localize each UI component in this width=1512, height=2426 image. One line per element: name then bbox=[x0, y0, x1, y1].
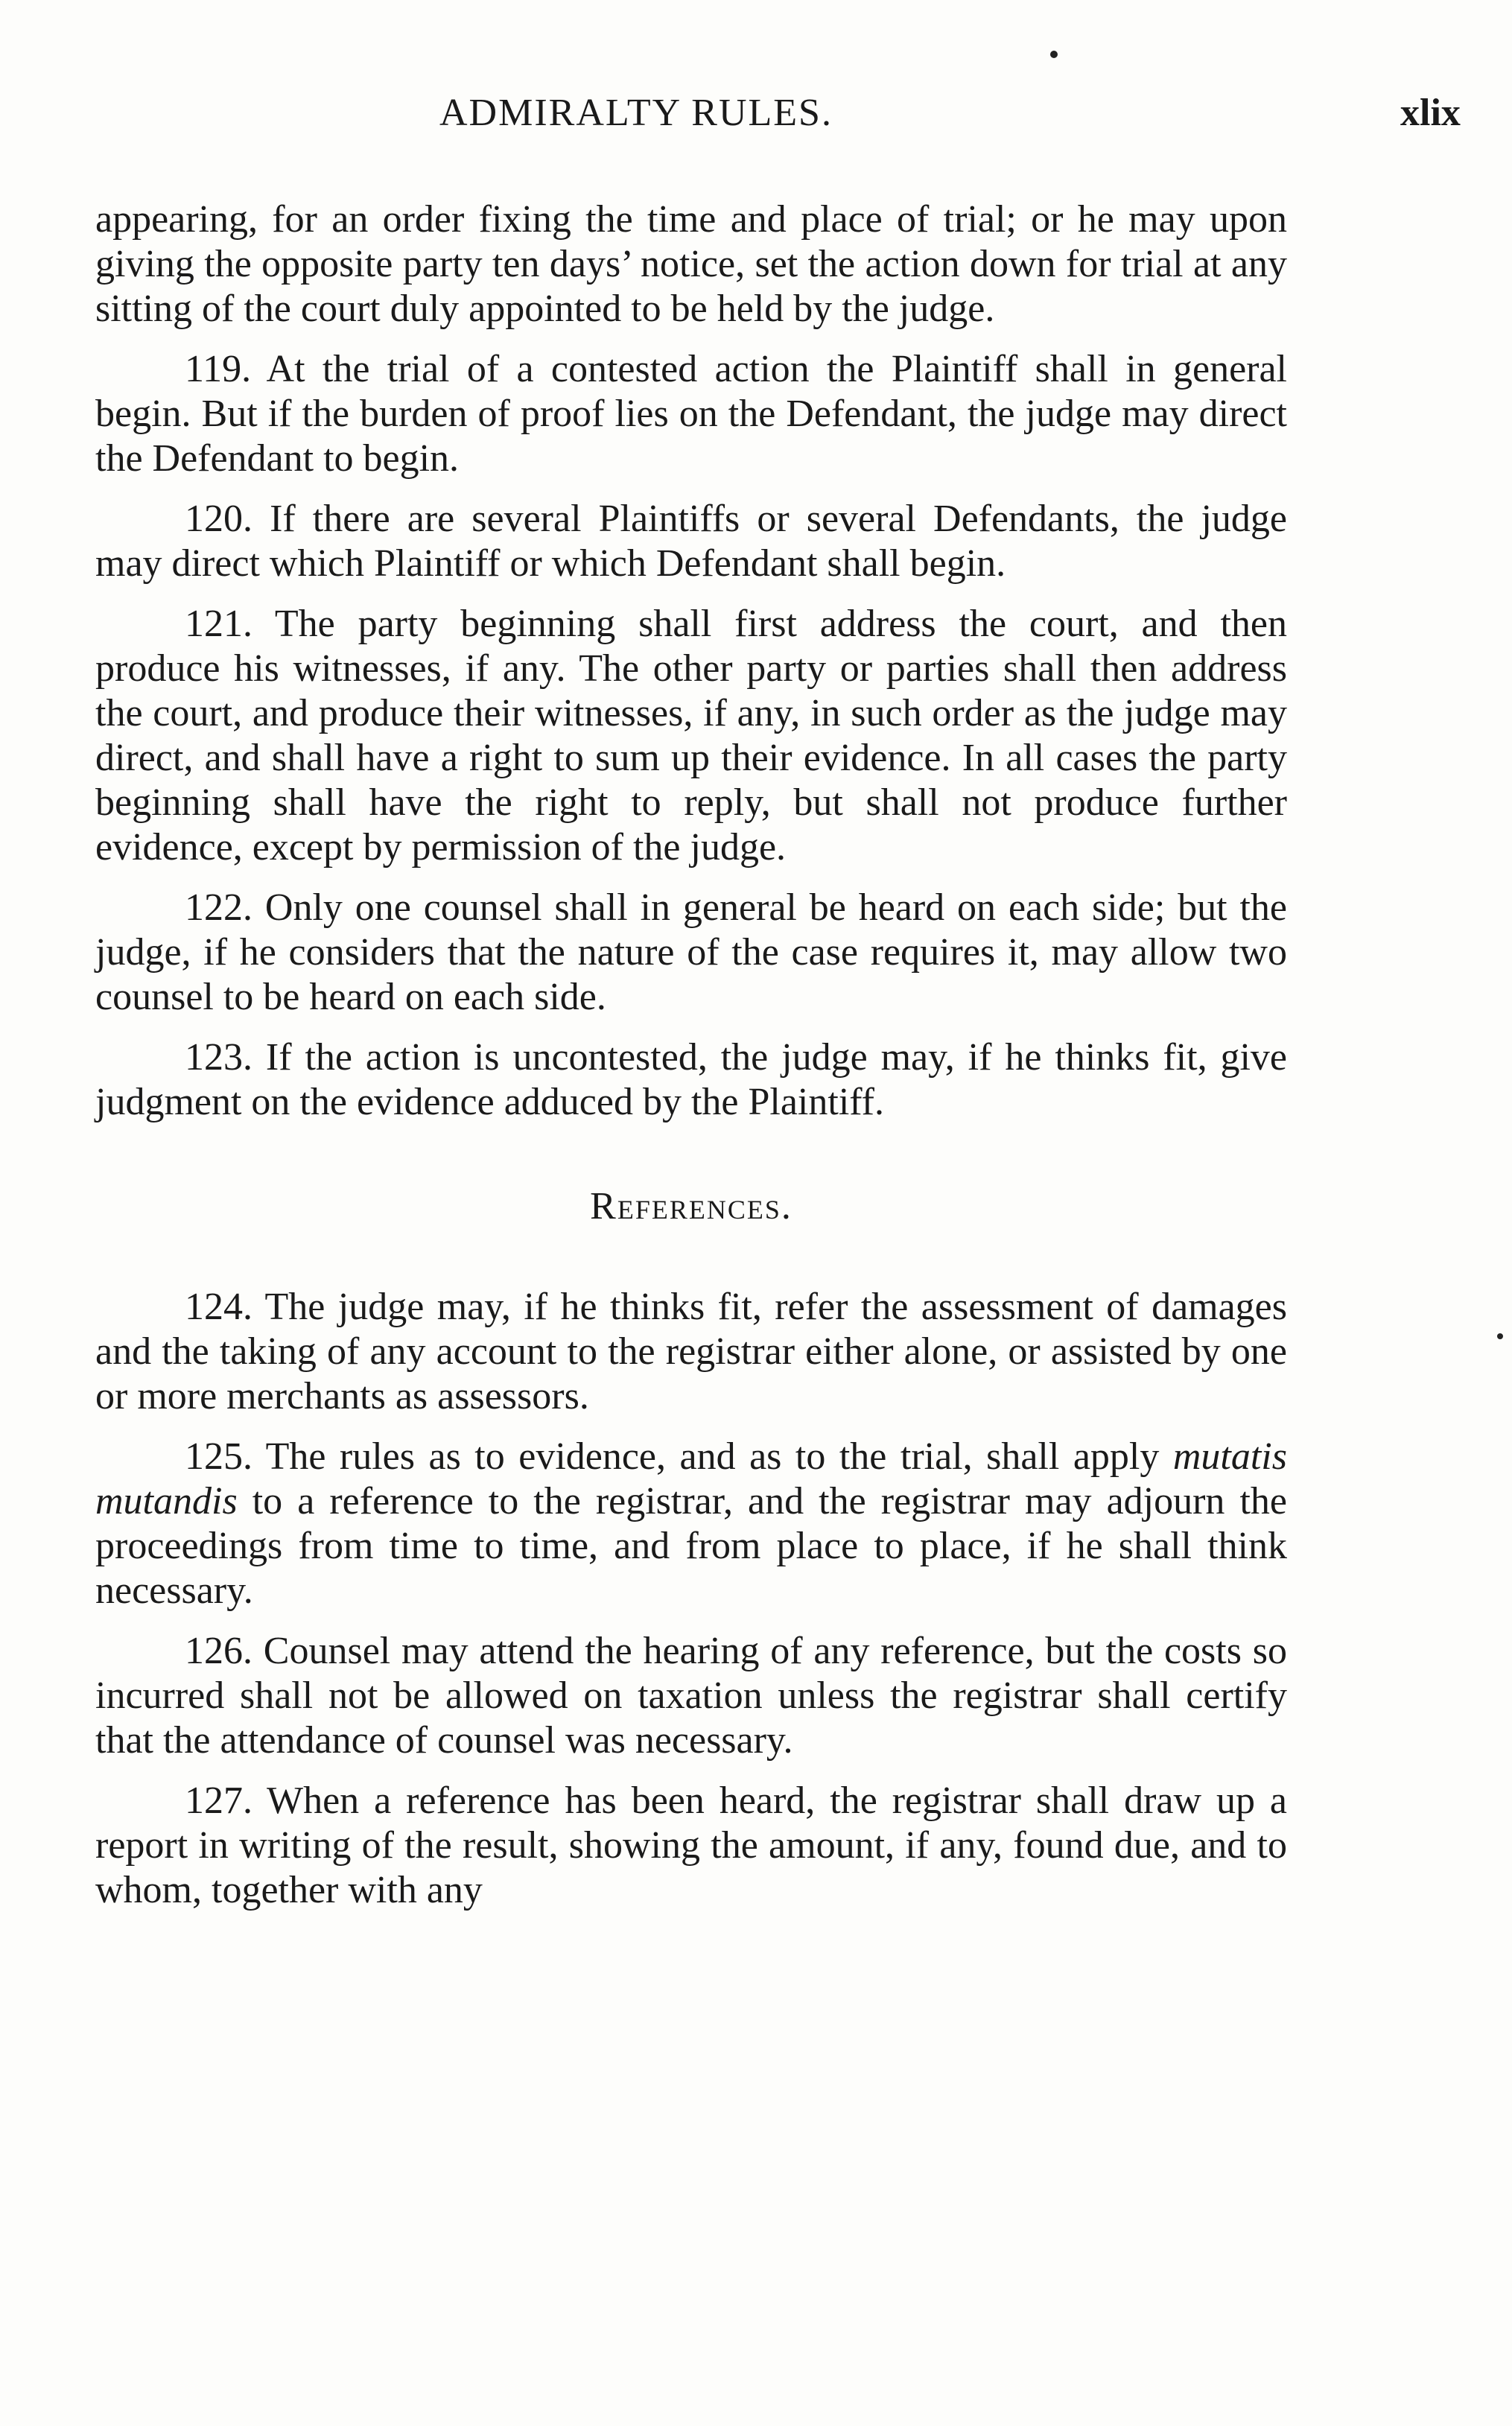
paragraph-124 bbox=[95, 1285, 1287, 1419]
paragraph-121 bbox=[95, 602, 1287, 870]
paragraph-number: 121. bbox=[185, 603, 252, 645]
paragraph-text: The judge may, if he thinks fit, refer the assessment of damages and the taking of any account to the registrar either alone, or assisted by one or more merchants as assessors. bbox=[95, 1286, 1287, 1417]
paragraph-number: 126. bbox=[185, 1630, 252, 1672]
paragraph-number: 127. bbox=[185, 1779, 252, 1822]
running-head bbox=[0, 91, 1512, 150]
paragraph-number: 120. bbox=[185, 498, 252, 540]
section-heading: References. bbox=[590, 1185, 792, 1228]
ink-speck bbox=[1497, 1333, 1503, 1339]
paragraph-text: to a reference to the registrar, and the registrar may adjourn the proceedings from time to time, and from place to place, if he shall think necessary. bbox=[95, 1480, 1287, 1612]
paragraph-122 bbox=[95, 886, 1287, 1020]
paragraph-123 bbox=[95, 1035, 1287, 1125]
paragraph-number: 119. bbox=[185, 348, 252, 390]
paragraph-text: When a reference has been heard, the registrar shall draw up a report in writing of the result, showing the amount, if any, found due, and to whom, together with any bbox=[95, 1779, 1287, 1911]
paragraph-127 bbox=[95, 1779, 1287, 1913]
paragraph-number: 125. bbox=[185, 1435, 252, 1478]
paragraph-120 bbox=[95, 497, 1287, 586]
paragraph-text: If the action is uncontested, the judge may, if he thinks fit, give judgment on the evidence adduced by the Plaintiff. bbox=[95, 1036, 1288, 1123]
paragraph-text: appearing, for an order fixing the time and place of trial; or he may upon giving the opposite party ten days’ notice, set the action down for trial at any sitting of the court duly appointed to be held by the judge. bbox=[95, 198, 1287, 330]
paragraph-text: At the trial of a contested action the Plaintiff shall in general begin. But if the burden of proof lies on the Defendant, the judge may direct the Defendant to begin. bbox=[95, 348, 1287, 480]
paragraph-number: 123. bbox=[185, 1036, 252, 1079]
paragraph-126 bbox=[95, 1629, 1287, 1763]
paragraph-number: 122. bbox=[185, 886, 252, 929]
italic-phrase: mutatis mutandis bbox=[95, 1435, 1287, 1522]
paragraph-text: The rules as to evidence, and as to the trial, shall apply bbox=[265, 1435, 1160, 1478]
paragraph-119 bbox=[95, 347, 1287, 481]
paragraph-text: Counsel may attend the hearing of any reference, but the costs so incurred shall not be allowed on taxation unless the registrar shall certify that the attendance of counsel was necessary. bbox=[95, 1630, 1287, 1762]
page-number: xlix bbox=[1400, 92, 1461, 134]
paragraph-text: Only one counsel shall in general be heard on each side; but the judge, if he considers that the nature of the case requires it, may allow two counsel to be heard on each side. bbox=[95, 886, 1288, 1018]
paragraph-125 bbox=[95, 1435, 1287, 1613]
ink-speck bbox=[1050, 51, 1058, 58]
paragraph-text: The party beginning shall first address the court, and then produce his witnesses, if any. The other party or parties shall then address the court, and produce their witnesses, if any, in such order as the judge may direct, and shall have a right to sum up their evidence. In all cases the party beginning shall have the right to reply, but shall not produce further evidence, except by permission of the judge. bbox=[95, 603, 1287, 869]
running-title: ADMIRALTY RULES. bbox=[439, 92, 833, 134]
paragraph-text: If there are several Plaintiffs or several Defendants, the judge may direct which Plaintiff or which Defendant shall begin. bbox=[95, 498, 1287, 585]
paragraph-continued bbox=[95, 197, 1287, 331]
paragraph-number: 124. bbox=[185, 1286, 252, 1328]
body-text bbox=[95, 197, 1287, 1928]
